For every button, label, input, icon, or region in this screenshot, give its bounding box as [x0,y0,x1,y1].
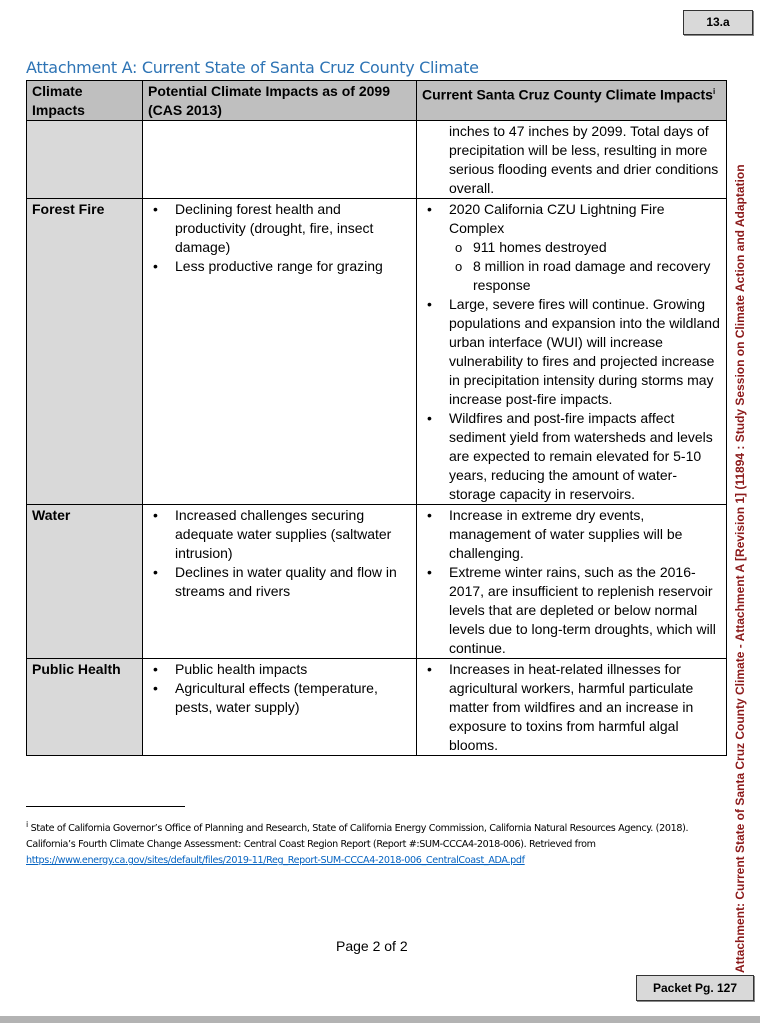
list-item: • Agricultural effects (temperature, pests, water supply) [175,679,412,717]
category-cell: Water [27,505,143,659]
current-cell [417,505,727,659]
table-row [27,121,727,199]
packet-page-badge: Packet Pg. 127 [636,975,754,1001]
category-cell [27,121,143,199]
table-row [27,199,727,505]
list-item: • 2020 California CZU Lightning Fire Complex o 911 homes destroyed o 8 million in road damage and recovery response [449,200,722,295]
table-row [27,659,727,756]
table-row [27,505,727,659]
footnote-separator [26,806,185,807]
side-attachment-label: Attachment: Current State of Santa Cruz County Climate - Attachment A [Revision 1] (11894 : Study Session on Climate Action and Adaptation [733,164,747,973]
list-item: • Declines in water quality and flow in streams and rivers [175,563,412,601]
list-item: • Extreme winter rains, such as the 2016-2017, are insufficient to replenish reservoir levels that are depleted or below normal levels due to long-term droughts, which will continue. [449,563,722,658]
potential-cell [143,199,417,505]
current-cell [417,199,727,505]
list-item: • Less productive range for grazing [175,257,412,276]
viewer-bottom-bar [0,1016,760,1023]
current-cell [417,659,727,756]
list-item: • Increases in heat-related illnesses for agricultural workers, harmful particulate matter from wildfires and an increase in exposure to toxins from harmful algal blooms. [449,660,722,755]
potential-cell [143,121,417,199]
list-item: • Large, severe fires will continue. Growing populations and expansion into the wildland urban interface (WUI) will increase vulnerability to fires and projected increase in precipitation intensity during storms may increase post-fire impacts. [449,295,722,409]
list-item: • Wildfires and post-fire impacts affect sediment yield from watersheds and levels are expected to remain elevated for 5-10 years, reducing the amount of water-storage capacity in reservoirs. [449,409,722,504]
column-header-potential-impacts: Potential Climate Impacts as of 2099 (CAS 2013) [143,81,417,121]
climate-impacts-table [26,80,727,756]
footnote-link[interactable]: https://www.energy.ca.gov/sites/default/files/2019-11/Reg_Report-SUM-CCCA4-2018-006_CentralCoast_ADA.pdf [26,855,525,867]
table-header-row [27,81,727,121]
potential-cell [143,659,417,756]
list-item: • Increased challenges securing adequate water supplies (saltwater intrusion) [175,506,412,563]
page-number: Page 2 of 2 [336,938,408,954]
sub-list-item: o 911 homes destroyed [473,238,722,257]
column-header-climate-impacts: Climate Impacts [27,81,143,121]
footnote-marker: i [26,820,28,829]
item-number-badge: 13.a [683,10,753,35]
column-header-current-impacts: Current Santa Cruz County Climate Impacts$^i$ [417,81,727,121]
current-cell [417,121,727,199]
continued-text: inches to 47 inches by 2099. Total days of precipitation will be less, resulting in more serious flooding events and drier conditions overall. [449,123,719,196]
footnote-text: State of California Governor’s Office of Planning and Research, State of California Energy Commission, California Natural Resources Agency. (2018). California’s Fourth Climate Change Assessment: Central Coast Region Report (Report #:SUM-CCCA4-2018-006). Retrieved from [26,823,689,851]
footnote [26,817,726,869]
list-item: • Declining forest health and productivity (drought, fire, insect damage) [175,200,412,257]
sub-list-item: o 8 million in road damage and recovery response [473,257,722,295]
page-title: Attachment A: Current State of Santa Cruz County Climate [26,58,479,77]
potential-cell [143,505,417,659]
list-item: • Increase in extreme dry events, management of water supplies will be challenging. [449,506,722,563]
list-item: • Public health impacts [175,660,412,679]
footnote-marker: i [712,87,716,96]
category-cell: Forest Fire [27,199,143,505]
category-cell: Public Health [27,659,143,756]
